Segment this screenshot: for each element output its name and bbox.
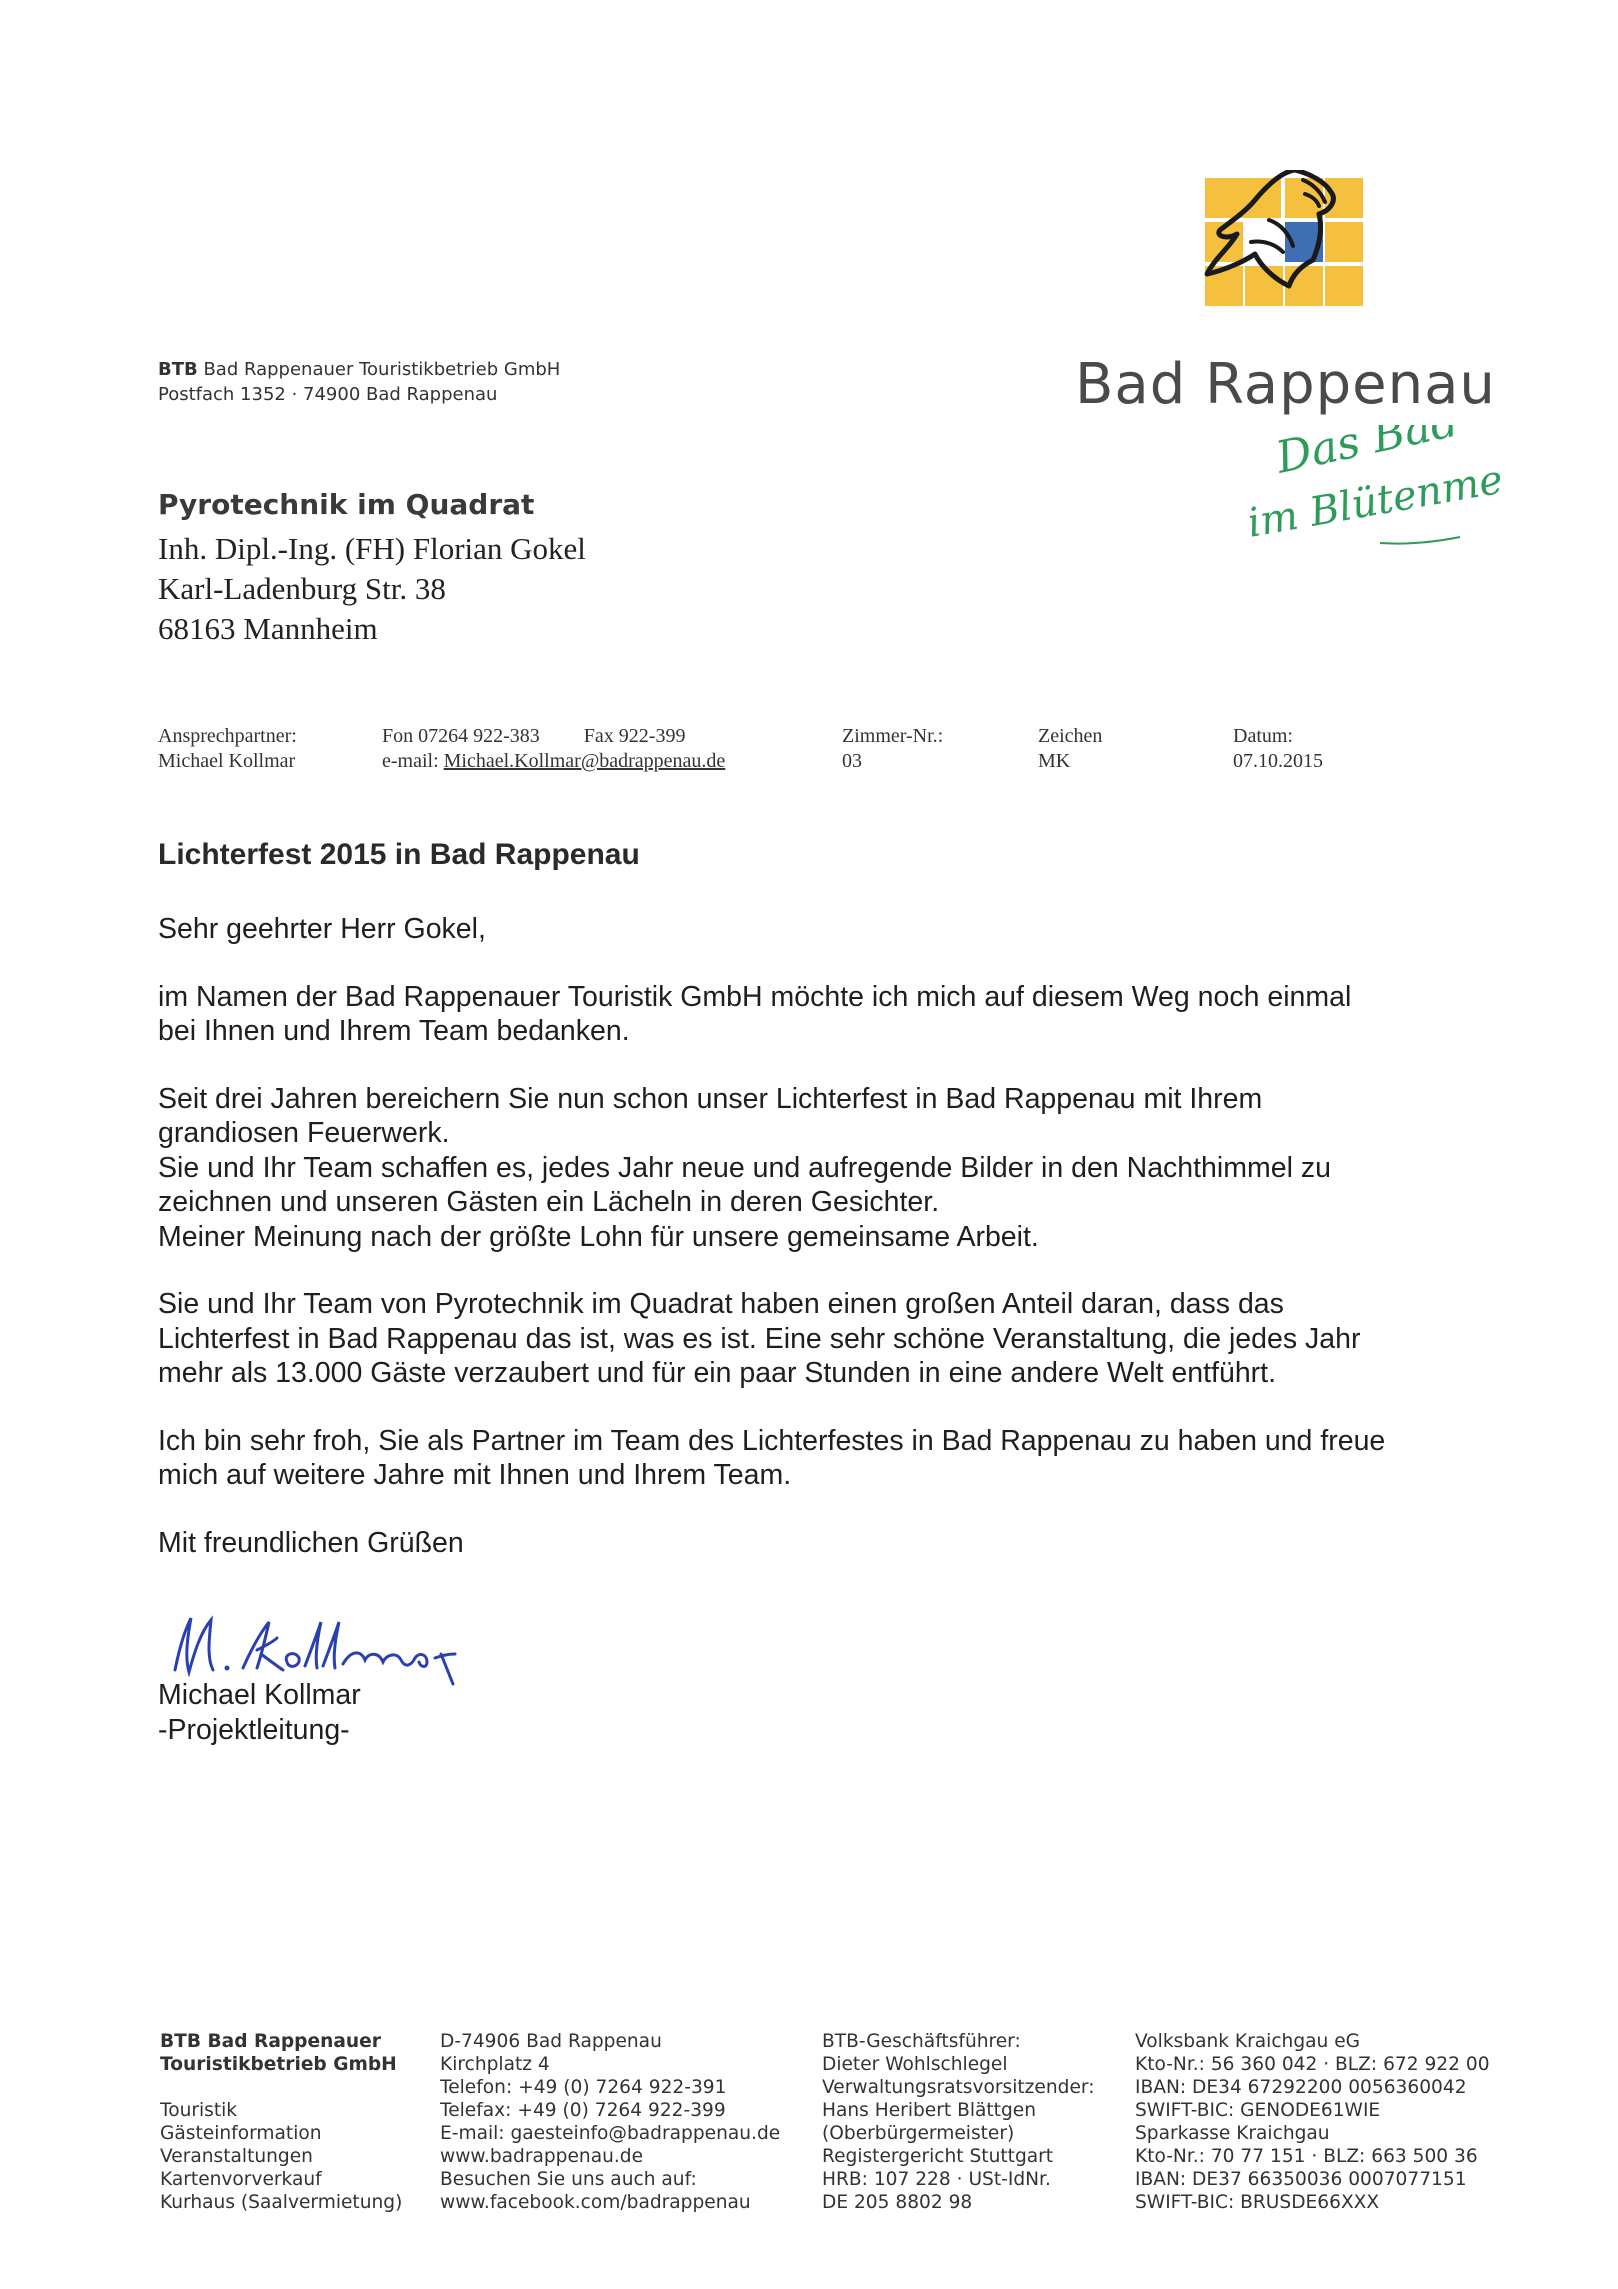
recipient-street: Karl-Ladenburg Str. 38 — [158, 571, 446, 606]
footer-email[interactable]: E-mail: gaesteinfo@badrappenau.de — [440, 2123, 781, 2144]
footer-contact-column — [440, 2030, 780, 2214]
footer-management-line: BTB-Geschäftsführer: — [822, 2031, 1021, 2052]
footer-management-line: Registergericht Stuttgart — [822, 2146, 1054, 2167]
sender-address-block — [158, 357, 560, 407]
footer-bank-column — [1135, 2030, 1490, 2214]
phone-number: Fon 07264 922-383 — [382, 725, 540, 747]
slogan-line1: Das Bad — [1271, 425, 1464, 484]
signer-role: -Projektleitung- — [158, 1713, 350, 1746]
footer-fax: Telefax: +49 (0) 7264 922-399 — [440, 2100, 726, 2121]
signer-block — [158, 1678, 361, 1747]
recipient-owner: Inh. Dipl.-Ing. (FH) Florian Gokel — [158, 531, 586, 566]
contact-person — [158, 724, 297, 774]
brand-slogan — [1250, 425, 1500, 555]
footer-bank-line: Volksbank Kraichgau eG — [1135, 2031, 1361, 2052]
contact-numbers — [382, 724, 725, 774]
footer-service-item: Veranstaltungen — [160, 2146, 313, 2167]
footer-service-item: Kurhaus (Saalvermietung) — [160, 2192, 403, 2213]
footer-management-column — [822, 2030, 1094, 2214]
footer-service-item: Touristik — [160, 2100, 238, 2121]
date-label: Datum: — [1233, 725, 1293, 747]
footer-phone: Telefon: +49 (0) 7264 922-391 — [440, 2077, 727, 2098]
footer-social-label: Besuchen Sie uns auch auf: — [440, 2169, 697, 2190]
phone-fax-line — [382, 724, 725, 749]
sender-abbrev: BTB — [158, 359, 198, 380]
paragraph-1: im Namen der Bad Rappenauer Touristik GmbH möchte ich mich auf diesem Weg noch einmal bei Ihnen und Ihrem Team bedanken. — [158, 980, 1352, 1047]
footer-website[interactable]: www.badrappenau.de — [440, 2146, 644, 2167]
footer-management-line: (Oberbürgermeister) — [822, 2123, 1015, 2144]
horse-squares-logo-icon — [1185, 170, 1385, 330]
date-value: 07.10.2015 — [1233, 750, 1323, 772]
recipient-city: 68163 Mannheim — [158, 611, 378, 646]
contact-label: Ansprechpartner: — [158, 725, 297, 747]
footer-management-line: Dieter Wohlschlegel — [822, 2054, 1008, 2075]
footer-bank-line: Kto-Nr.: 70 77 151 · BLZ: 663 500 36 — [1135, 2146, 1478, 2167]
footer-street: Kirchplatz 4 — [440, 2054, 550, 2075]
footer-facebook-link[interactable]: www.facebook.com/badrappenau — [440, 2192, 751, 2213]
email-link[interactable]: Michael.Kollmar@badrappenau.de — [443, 750, 726, 772]
recipient-address-block — [158, 488, 586, 649]
footer-bank-line: IBAN: DE37 66350036 0007077151 — [1135, 2169, 1467, 2190]
slogan-script-icon — [1250, 425, 1500, 555]
email-line — [382, 749, 725, 774]
footer-bank-line: SWIFT-BIC: BRUSDE66XXX — [1135, 2192, 1380, 2213]
footer-management-line: DE 205 8802 98 — [822, 2192, 973, 2213]
signer-name: Michael Kollmar — [158, 1679, 361, 1711]
reference-sign — [1038, 724, 1102, 774]
footer-bank-line: Sparkasse Kraichgau — [1135, 2123, 1330, 2144]
footer-company-title-2: Touristikbetrieb GmbH — [160, 2054, 397, 2075]
letter-date — [1233, 724, 1323, 774]
salutation: Sehr geehrter Herr Gokel, — [158, 913, 486, 945]
footer-company-title-1: BTB Bad Rappenauer — [160, 2031, 381, 2052]
room-value: 03 — [842, 750, 862, 772]
footer-company-column — [160, 2030, 402, 2214]
paragraph-3: Sie und Ihr Team von Pyrotechnik im Quadrat haben einen großen Anteil daran, dass das Lichterfest in Bad Rappenau das ist, was es ist. Eine sehr schöne Veranstaltung, die jedes Jahr mehr als 13.000 Gäste verzaubert und für ein paar Stunden in eine andere Welt entführt. — [158, 1288, 1361, 1389]
sender-name-line — [158, 357, 560, 382]
footer-service-item: Kartenvorverkauf — [160, 2169, 322, 2190]
letter-subject: Lichterfest 2015 in Bad Rappenau — [158, 838, 640, 871]
paragraph-4: Ich bin sehr froh, Sie als Partner im Team des Lichterfestes in Bad Rappenau zu haben und freue mich auf weitere Jahre mit Ihnen und Ihrem Team. — [158, 1424, 1386, 1491]
room-number — [842, 724, 943, 774]
slogan-line2: im Blütenmeer — [1250, 449, 1500, 547]
letter-body — [158, 912, 1458, 1560]
brand-logo — [1185, 170, 1385, 330]
sender-name: Bad Rappenauer Touristikbetrieb GmbH — [203, 359, 561, 380]
footer-bank-line: SWIFT-BIC: GENODE61WIE — [1135, 2100, 1381, 2121]
footer-management-line: Hans Heribert Blättgen — [822, 2100, 1037, 2121]
sender-postal-address: Postfach 1352 · 74900 Bad Rappenau — [158, 384, 498, 405]
footer-city: D-74906 Bad Rappenau — [440, 2031, 662, 2052]
contact-value: Michael Kollmar — [158, 750, 296, 772]
room-label: Zimmer-Nr.: — [842, 725, 944, 747]
sign-value: MK — [1038, 750, 1071, 772]
footer-bank-line: Kto-Nr.: 56 360 042 · BLZ: 672 922 00 — [1135, 2054, 1490, 2075]
brand-name: Bad Rappenau — [1075, 352, 1496, 417]
footer-bank-line: IBAN: DE34 67292200 0056360042 — [1135, 2077, 1467, 2098]
paragraph-2b: Sie und Ihr Team schaffen es, jedes Jahr neue und aufregende Bilder in den Nachthimmel zu zeichnen und unseren Gästen ein Lächeln in deren Gesichter. — [158, 1151, 1331, 1218]
sign-label: Zeichen — [1038, 725, 1103, 747]
paragraph-2c: Meiner Meinung nach der größte Lohn für unsere gemeinsame Arbeit. — [158, 1220, 1039, 1253]
recipient-company: Pyrotechnik im Quadrat — [158, 488, 535, 521]
footer-management-line: Verwaltungsratsvorsitzender: — [822, 2077, 1095, 2098]
footer-service-item: Gästeinformation — [160, 2123, 322, 2144]
email-label: e-mail: — [382, 750, 439, 772]
footer-management-line: HRB: 107 228 · USt-IdNr. — [822, 2169, 1051, 2190]
fax-number: Fax 922-399 — [583, 725, 686, 747]
paragraph-2a: Seit drei Jahren bereichern Sie nun schon unser Lichterfest in Bad Rappenau mit Ihrem grandiosen Feuerwerk. — [158, 1082, 1263, 1149]
closing: Mit freundlichen Grüßen — [158, 1526, 464, 1559]
